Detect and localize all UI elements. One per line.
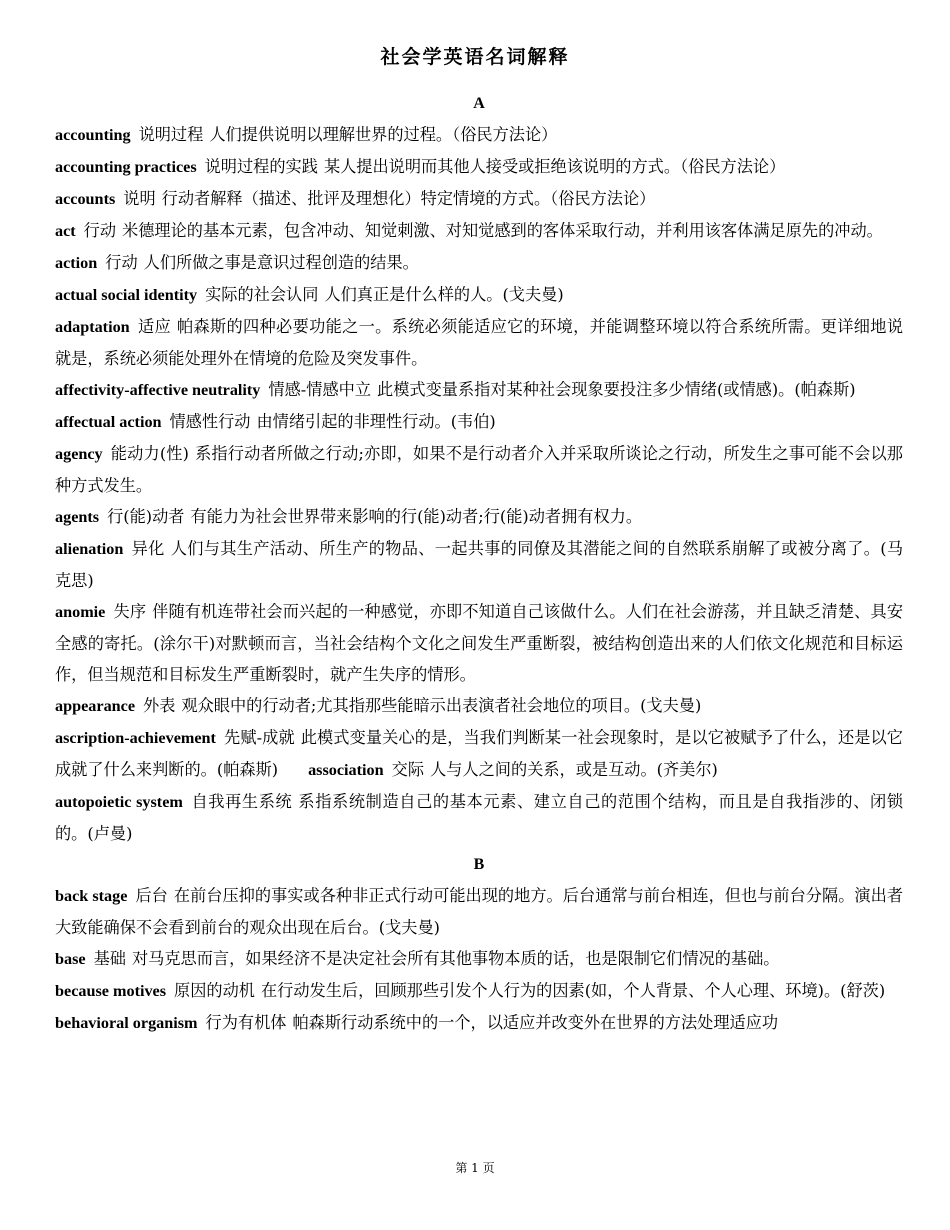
entry-translation: 行动 [83, 221, 117, 240]
glossary-entry [55, 247, 903, 279]
entry-translation: 交际 [391, 760, 425, 779]
glossary-entry [55, 596, 903, 690]
page-title: 社会学英语名词解释 [380, 46, 570, 68]
entry-definition: 帕森斯行动系统中的一个，以适应并改变外在世界的方法处理适应功 [292, 1013, 779, 1032]
entry-term: affectual action [55, 413, 162, 431]
entry-term: association [308, 761, 384, 779]
entry-translation: 后台 [135, 886, 168, 905]
entry-term: action [55, 254, 98, 272]
entry-definition: 观众眼中的行动者;尤其指那些能暗示出表演者社会地位的项目。(戈夫曼) [181, 696, 702, 715]
entry-translation: 适应 [137, 317, 172, 336]
entry-translation: 外表 [143, 696, 176, 715]
entry-definition: 此模式变量关心的是，当我们判断某一社会现象时，是以它被赋予了什么，还是以它成就了什么来判断的。(帕森斯) [55, 728, 903, 779]
glossary-entry [55, 151, 903, 183]
entry-term: accounts [55, 190, 116, 208]
entry-term: affectivity-affective neutrality [55, 381, 261, 399]
glossary-entry [55, 183, 903, 215]
entry-term: accounting [55, 126, 131, 144]
entry-translation: 行动 [105, 253, 138, 272]
glossary-entry [55, 311, 903, 374]
entry-term: behavioral organism [55, 1014, 198, 1032]
glossary-entry [55, 722, 903, 786]
glossary-entry [55, 786, 903, 849]
entry-term: actual social identity [55, 286, 198, 304]
glossary-entry [55, 215, 903, 247]
entry-definition: 在行动发生后，回顾那些引发个人行为的因素(如，个人背景、个人心理、环境)。(舒茨) [260, 981, 886, 1000]
entry-translation: 能动力(性) [110, 444, 189, 463]
glossary-entry [55, 880, 903, 943]
glossary-entry [55, 374, 903, 406]
entry-definition: 有能力为社会世界带来影响的行(能)动者;行(能)动者拥有权力。 [190, 507, 643, 526]
entry-term: adaptation [55, 318, 130, 336]
entry-definition: 人们与其生产活动、所生产的物品、一起共事的同僚及其潜能之间的自然联系崩解了或被分离了。(马克思) [55, 539, 904, 590]
entry-definition: 人与人之间的关系，或是互动。(齐美尔) [430, 760, 718, 779]
glossary-entry [55, 438, 903, 501]
entry-translation: 情感-情感中立 [268, 380, 372, 399]
entry-translation: 异化 [131, 539, 165, 558]
entry-translation: 行为有机体 [205, 1013, 287, 1032]
entry-term: because motives [55, 982, 167, 1000]
entry-term: agency [55, 445, 103, 463]
entry-definition: 系指系统制造自己的基本元素、建立自己的范围个结构，而且是自我指涉的、闭锁的。(卢曼) [55, 792, 904, 843]
glossary-entry [55, 943, 903, 975]
entry-term: appearance [55, 697, 136, 715]
entry-definition: 此模式变量系指对某种社会现象要投注多少情绪(或情感)。(帕森斯) [377, 380, 856, 399]
entry-definition: 行动者解释（描述、批评及理想化）特定情境的方式。（俗民方法论） [161, 189, 656, 208]
glossary-entry [55, 1007, 903, 1039]
entry-definition: 在前台压抑的事实或各种非正式行动可能出现的地方。后台通常与前台相连，但也与前台分隔。演出者大致能确保不会看到前台的观众出现在后台。(戈夫曼) [55, 886, 904, 937]
entry-term: agents [55, 508, 100, 526]
entry-definition: 人们提供说明以理解世界的过程。（俗民方法论） [209, 125, 558, 144]
entry-definition: 由情绪引起的非理性行动。(韦伯) [256, 412, 496, 431]
glossary-entry [55, 533, 903, 596]
glossary-entry [55, 975, 903, 1007]
entry-definition: 伴随有机连带社会而兴起的一种感觉，亦即不知道自己该做什么。人们在社会游荡，并且缺乏清楚、具安全感的寄托。(涂尔干)对默顿而言，当社会结构个文化之间发生严重断裂，被结构创造出来的人们依文化规范和目标运作，但当规范和目标发生严重断裂时，就产生失序的情形。 [55, 602, 904, 684]
entry-term: base [55, 950, 86, 968]
entry-translation: 实际的社会认同 [205, 285, 319, 304]
section-heading: B [473, 856, 485, 873]
entry-translation: 说明 [123, 189, 156, 208]
glossary-content [55, 88, 903, 1039]
glossary-entry [55, 119, 903, 151]
entry-term: back stage [55, 887, 128, 905]
entry-translation: 自我再生系统 [190, 792, 293, 811]
entry-definition: 人们真正是什么样的人。(戈夫曼) [324, 285, 564, 304]
glossary-entry [55, 501, 903, 533]
entry-term: alienation [55, 540, 124, 558]
entry-definition: 对马克思而言，如果经济不是决定社会所有其他事物本质的话，也是限制它们情况的基础。 [131, 949, 780, 968]
glossary-entry [55, 279, 903, 311]
glossary-entry [55, 406, 903, 438]
entry-translation: 基础 [93, 949, 126, 968]
entry-translation: 原因的动机 [174, 981, 255, 1000]
entry-definition: 人们所做之事是意识过程创造的结果。 [143, 253, 419, 272]
entry-definition: 系指行动者所做之行动;亦即，如果不是行动者介入并采取所谈论之行动，所发生之事可能不会以那种方式发生。 [55, 444, 903, 495]
section-heading: A [473, 95, 485, 112]
entry-term: accounting practices [55, 158, 197, 176]
entry-definition: 某人提出说明而其他人接受或拒绝该说明的方式。（俗民方法论） [323, 157, 786, 176]
entry-term: anomie [55, 603, 106, 621]
entry-translation: 说明过程的实践 [204, 157, 318, 176]
entry-definition: 帕森斯的四种必要功能之一。系统必须能适应它的环境，并能调整环境以符合系统所需。更详细地说就是，系统必须能处理外在情境的危险及突发事件。 [55, 317, 904, 368]
entry-translation: 行(能)动者 [107, 507, 185, 526]
glossary-entry [55, 690, 903, 722]
page-footer: 第 1 页 [455, 1161, 495, 1175]
entry-term: autopoietic system [55, 793, 183, 811]
entry-translation: 情感性行动 [169, 412, 251, 431]
entry-translation: 先赋-成就 [223, 728, 295, 747]
entry-translation: 失序 [113, 602, 147, 621]
entry-definition: 米德理论的基本元素，包含冲动、知觉刺激、对知觉感到的客体采取行动，并利用该客体满足原先的冲动。 [122, 221, 883, 240]
entry-translation: 说明过程 [138, 125, 204, 144]
entry-term: ascription-achievement [55, 729, 216, 747]
entry-term: act [55, 222, 76, 240]
